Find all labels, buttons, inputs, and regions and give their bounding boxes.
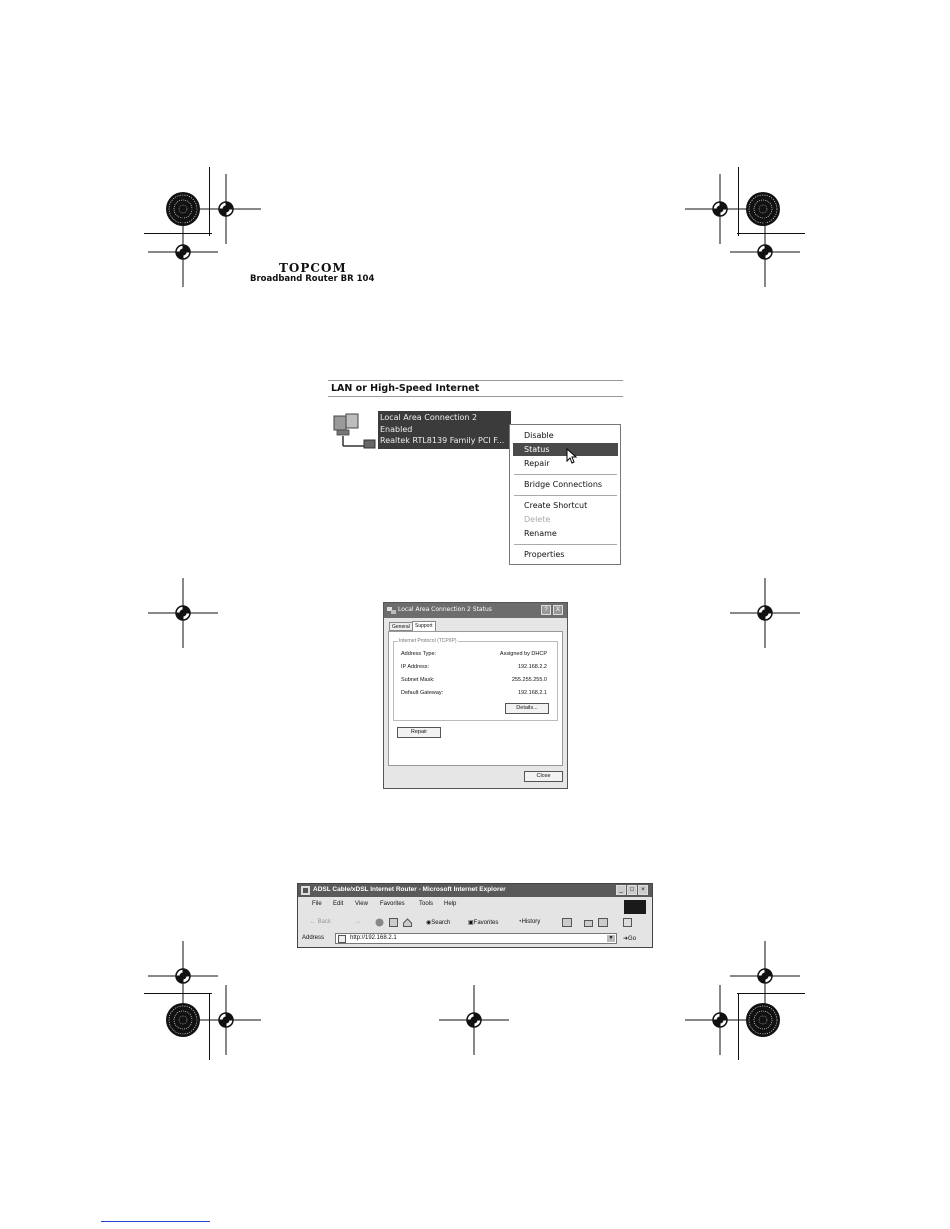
menu-separator [514,474,617,475]
menu-item-delete: Delete [524,515,551,524]
menu-item-status[interactable]: Status [524,445,550,454]
tab-general[interactable]: General [389,622,413,631]
help-button[interactable]: ? [541,605,551,615]
crosshair-mark [191,985,261,1055]
mail-icon[interactable] [562,918,576,927]
connection-state: Enabled [380,424,413,434]
favorites-button[interactable] [468,919,498,926]
menu-edit[interactable]: Edit [333,901,344,907]
stop-icon[interactable] [375,918,384,927]
menu-item-rename[interactable]: Rename [524,529,557,538]
home-icon[interactable] [403,918,412,927]
divider [328,380,623,381]
history-icon: ◔ [518,919,522,925]
default-gateway-value: 192.168.2.1 [517,690,547,696]
footer-rule [101,1221,210,1222]
tab-support[interactable]: Support [412,621,436,632]
history-label: History [521,919,541,925]
dialog-title: Local Area Connection 2 Status [398,606,492,613]
crosshair-mark [191,174,261,244]
section-title: LAN or High-Speed Internet [331,383,480,394]
print-icon[interactable] [584,918,593,927]
crosshair-mark [730,217,800,287]
crosshair-mark [148,217,218,287]
default-gateway-label: Default Gateway: [401,690,444,696]
crosshair-mark [685,174,755,244]
windows-logo-icon [624,900,646,914]
mouse-cursor-icon [566,448,578,464]
ip-address-value: 192.168.2.2 [517,664,547,670]
history-button[interactable] [518,919,540,925]
subnet-mask-value: 255.255.255.0 [511,677,547,683]
selected-connection[interactable] [378,411,511,449]
menu-separator [514,544,617,545]
status-dialog [383,602,568,789]
favorites-icon: ▣ [468,920,474,926]
discuss-icon[interactable] [623,918,632,927]
edit-icon[interactable] [598,918,612,927]
crosshair-mark [148,578,218,648]
context-menu [509,424,621,565]
back-arrow-icon: ← [310,919,316,925]
browser-titlebar [298,884,652,897]
menu-item-bridge-connections[interactable]: Bridge Connections [524,480,603,489]
dialog-titlebar [384,603,567,618]
menu-item-disable[interactable]: Disable [524,431,554,440]
menu-help[interactable]: Help [444,901,457,907]
starburst-mark [746,192,780,226]
address-input[interactable]: http://192.168.2.1 [350,935,397,941]
close-window-button[interactable]: × [638,885,648,895]
browser-title: ADSL Cable/xDSL Internet Router - Microsoft Internet Explorer [313,886,506,893]
go-arrow-icon: ➜ [623,936,629,942]
network-connection-icon[interactable] [332,412,376,452]
ie-page-icon [301,886,310,895]
menu-favorites[interactable]: Favorites [380,901,405,907]
menu-tools[interactable]: Tools [419,901,434,907]
go-button[interactable] [623,935,636,942]
repair-button[interactable]: Repair [397,727,441,738]
network-icon [387,607,396,614]
back-label: Back [317,919,332,925]
ip-address-label: IP Address: [401,664,430,670]
product-name: Broadband Router BR 104 [250,274,375,284]
menu-separator [514,495,617,496]
address-label: Address [302,935,325,941]
forward-button[interactable]: → [355,919,361,925]
search-icon: ◉ [426,920,432,926]
search-button[interactable] [426,919,450,926]
close-button[interactable]: Close [524,771,563,782]
crosshair-mark [439,985,509,1055]
search-label: Search [431,920,451,926]
menu-item-repair[interactable]: Repair [524,459,550,468]
address-type-value: Assigned by DHCP [499,651,547,657]
address-bar[interactable] [335,933,617,944]
maximize-button[interactable]: □ [627,885,637,895]
menu-item-properties[interactable]: Properties [524,550,565,559]
close-x-button[interactable]: X [553,605,563,615]
crosshair-mark [730,578,800,648]
address-type-label: Address Type: [401,651,437,657]
back-button[interactable] [310,919,331,925]
starburst-mark [746,1003,780,1037]
crosshair-mark [685,985,755,1055]
favorites-label: Favorites [473,920,499,926]
address-dropdown-icon[interactable]: ▼ [608,935,614,941]
menu-view[interactable]: View [355,901,368,907]
crosshair-mark [730,941,800,1011]
connection-name: Local Area Connection 2 [380,413,478,422]
refresh-icon[interactable] [389,918,398,927]
group-label: Internet Protocol (TCP/IP) [399,638,457,644]
details-button[interactable]: Details... [505,703,549,714]
menu-file[interactable]: File [312,901,322,907]
divider [328,396,623,397]
brand-logo: TOPCOM [279,261,347,275]
page-icon [338,935,346,943]
subnet-mask-label: Subnet Mask: [401,677,435,683]
go-label: Go [628,936,637,942]
minimize-button[interactable]: _ [616,885,626,895]
connection-adapter: Realtek RTL8139 Family PCI F... [380,436,505,445]
crosshair-mark [148,941,218,1011]
menu-item-create-shortcut[interactable]: Create Shortcut [524,501,588,510]
browser-window [297,883,653,948]
